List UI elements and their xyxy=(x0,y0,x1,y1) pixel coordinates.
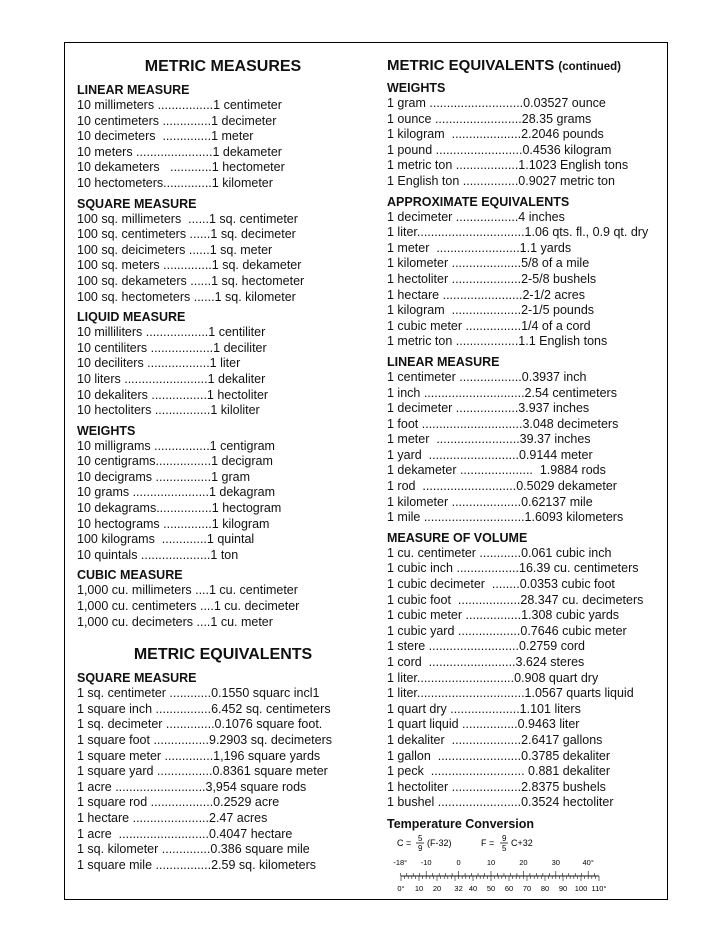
table-row: 1 inch .............................2.54 centimeters xyxy=(387,385,617,400)
table-row: 10 dekaliters ................1 hectoliter xyxy=(77,387,269,402)
table-row: 1 cubic decimeter ........0.0353 cubic foot xyxy=(387,577,615,592)
section-title-weights: WEIGHTS xyxy=(387,81,446,95)
table-row: 1 cord .........................3.624 steres xyxy=(387,655,585,669)
table-row: 10 centigrams................1 decigram xyxy=(77,454,273,469)
section-title-cubic-measure: CUBIC MEASURE xyxy=(77,568,183,583)
table-row: 1 square rod ..................0.2529 acre xyxy=(77,795,280,810)
table-row: 10 hectometers..............1 kilometer xyxy=(77,175,273,190)
table-row: 1 cu. centimeter ............0.061 cubic inch xyxy=(387,545,612,560)
table-row: 1 kilogram ....................2-1/5 pounds xyxy=(387,303,595,318)
table-row: 1 cubic yard ..................0.7646 cubic meter xyxy=(387,623,627,638)
fahrenheit-tick-label: 100 xyxy=(574,883,588,893)
metric-equivalents-continued-sections xyxy=(387,81,665,811)
celsius-tick-label: 10 xyxy=(486,857,496,867)
table-row: 100 sq. deicimeters ......1 sq. meter xyxy=(77,242,273,257)
table-row: 10 decimeters ..............1 meter xyxy=(77,129,254,144)
fahrenheit-tick-label: 10 xyxy=(414,883,424,893)
fahrenheit-tick-label: 32 xyxy=(454,883,463,893)
table-row: 1 square yard ................0.8361 square meter xyxy=(77,764,328,779)
table-row: 1 decimeter ..................3.937 inches xyxy=(387,401,590,416)
fahrenheit-tick-label: 80 xyxy=(540,883,550,893)
table-row: 10 milligrams ................1 centigram xyxy=(77,438,275,453)
fahrenheit-tick-label: 90 xyxy=(558,883,568,893)
table-row: 100 sq. millimeters ......1 sq. centimeter xyxy=(77,211,298,226)
section-title-square-measure: SQUARE MEASURE xyxy=(77,671,197,686)
fahrenheit-tick-label: 40 xyxy=(468,883,478,893)
table-row: 1 acre ..........................3,954 square rods xyxy=(77,779,307,794)
formula-c-num: 5 xyxy=(418,833,423,843)
table-row: 1 sq. kilometer ..............0.386 square mile xyxy=(77,842,310,857)
table-row: 1 meter ........................39.37 inches xyxy=(387,432,591,447)
table-row: 1 hectare .......................2-1/2 acres xyxy=(387,287,585,302)
fahrenheit-tick-label: 0° xyxy=(397,883,405,893)
celsius-tick-label: 20 xyxy=(519,857,528,867)
fahrenheit-tick-label: 60 xyxy=(504,883,514,893)
metric-equivalents-sections xyxy=(77,671,369,873)
metric-equivalents-title: METRIC EQUIVALENTS xyxy=(133,646,313,664)
table-row: 10 centimeters ..............1 decimeter xyxy=(77,113,277,128)
table-row: 1 cubic foot ..................28.347 cu. decimeters xyxy=(387,592,644,607)
section-title-linear-measure: LINEAR MEASURE xyxy=(387,354,500,369)
table-row: 1 bushel ........................0.3524 hectoliter xyxy=(387,795,614,810)
table-row: 1 cubic inch ..................16.39 cu. centimeters xyxy=(387,561,639,576)
temperature-scale xyxy=(387,856,665,896)
table-row: 100 sq. centimeters ......1 sq. decimeter xyxy=(77,227,296,242)
table-row: 1,000 cu. centimeters ....1 cu. decimeter xyxy=(77,599,300,614)
section-title-square-measure: SQUARE MEASURE xyxy=(77,196,197,211)
table-row: 1 quart liquid ................0.9463 liter xyxy=(387,717,580,732)
temperature-conversion-title: Temperature Conversion xyxy=(387,816,535,831)
table-row: 1 square inch ................6.452 sq. centimeters xyxy=(77,701,331,716)
table-row: 1 centimeter ..................0.3937 inch xyxy=(387,369,587,384)
section-title-linear-measure: LINEAR MEASURE xyxy=(77,83,190,97)
formula-graphic xyxy=(387,832,587,854)
table-row: 1 acre ..........................0.4047 hectare xyxy=(77,826,293,841)
fahrenheit-tick-label: 70 xyxy=(522,883,532,893)
table-row: 100 sq. hectometers ......1 sq. kilometer xyxy=(77,289,296,304)
table-row: 10 deciliters ..................1 liter xyxy=(77,356,241,371)
table-row: 10 dekameters ............1 hectometer xyxy=(77,160,285,175)
table-row: 10 meters ......................1 dekameter xyxy=(77,144,282,159)
table-row: 1 mile .............................1.6093 kilometers xyxy=(387,510,624,525)
fahrenheit-tick-label: 50 xyxy=(486,883,496,893)
table-row: 10 grams ......................1 dekagram xyxy=(77,485,275,500)
metric-measures-sections xyxy=(77,83,369,630)
table-row: 1 gram ...........................0.03527 ounce xyxy=(387,96,606,110)
left-column xyxy=(77,56,369,873)
table-row: 10 millimeters ................1 centimeter xyxy=(77,98,282,112)
fahrenheit-tick-label: 20 xyxy=(432,883,442,893)
celsius-tick-label: -10 xyxy=(420,857,432,867)
table-row: 1 square meter ..............1,196 square yards xyxy=(77,748,321,763)
formula-c-lhs: C = xyxy=(397,837,412,848)
table-row: 1 dekameter ..................... 1.9884 rods xyxy=(387,463,606,478)
table-row: 1 liter...............................1.06 qts. fl., 0.9 qt. dry xyxy=(387,225,649,240)
formula-c-rest: (F-32) xyxy=(427,837,452,848)
temperature-formulas xyxy=(387,832,665,854)
celsius-tick-label: 30 xyxy=(551,857,560,867)
section-title-measure-of-volume: MEASURE OF VOLUME xyxy=(387,530,528,545)
table-row: 1 yard ..........................0.9144 meter xyxy=(387,447,593,462)
table-row: 1 gallon ........................0.3785 dekaliter xyxy=(387,748,611,763)
table-row: 1 dekaliter ....................2.6417 gallons xyxy=(387,732,603,747)
table-row: 1 ounce .........................28.35 grams xyxy=(387,111,592,126)
table-row: 1 quart dry ....................1.101 liters xyxy=(387,701,581,716)
continued-title-main: METRIC EQUIVALENTS xyxy=(387,57,555,74)
table-row: 100 sq. dekameters ......1 sq. hectometer xyxy=(77,273,305,288)
table-row: 1 decimeter ..................4 inches xyxy=(387,209,565,224)
formula-f-rest: C+32 xyxy=(511,837,533,848)
table-row: 1 meter ........................1.1 yards xyxy=(387,240,572,255)
table-row: 1 hectoliter ....................2.8375 bushels xyxy=(387,779,606,794)
table-row: 1 sq. centimeter ............0.1550 squarc incl1 xyxy=(77,686,320,701)
table-row: 1 hectoliter ....................2-5/8 bushels xyxy=(387,271,597,286)
table-row: 10 milliliters ..................1 centiliter xyxy=(77,325,266,340)
table-row: 10 centiliters ..................1 deciliter xyxy=(77,340,267,355)
formula-c-den: 9 xyxy=(418,843,423,853)
table-row: 1 English ton ................0.9027 metric ton xyxy=(387,173,615,188)
page-frame xyxy=(64,42,668,900)
table-row: 100 sq. meters ..............1 sq. dekameter xyxy=(77,258,302,273)
table-row: 1 metric ton ..................1.1023 English tons xyxy=(387,158,629,173)
table-row: 1 hectare ......................2.47 acres xyxy=(77,810,268,825)
table-row: 1,000 cu. decimeters ....1 cu. meter xyxy=(77,614,273,629)
section-title-approximate-equivalents: APPROXIMATE EQUIVALENTS xyxy=(387,194,570,209)
table-row: 1 liter...............................1.0567 quarts liquid xyxy=(387,686,634,701)
temperature-scale-graphic xyxy=(387,856,607,896)
table-row: 1 foot .............................3.048 decimeters xyxy=(387,416,619,431)
table-row: 1 square foot ................9.2903 sq. decimeters xyxy=(77,733,332,747)
table-row: 10 decigrams ................1 gram xyxy=(77,469,250,484)
table-row: 1 metric ton ..................1.1 English tons xyxy=(387,334,608,349)
table-row: 10 quintals ....................1 ton xyxy=(77,547,239,562)
table-row: 1,000 cu. millimeters ....1 cu. centimeter xyxy=(77,583,298,598)
metric-equivalents-continued-title xyxy=(387,56,665,76)
table-row: 1 kilogram ....................2.2046 pounds xyxy=(387,127,604,142)
formula-f-num: 9 xyxy=(502,833,507,843)
fahrenheit-tick-label: 110° xyxy=(591,883,607,893)
formula-f-den: 5 xyxy=(502,843,507,853)
table-row: 1 cubic meter ................1.308 cubic yards xyxy=(387,608,620,623)
table-row: 10 hectograms ..............1 kilogram xyxy=(77,516,270,531)
table-row: 1 rod ...........................0.5029 dekameter xyxy=(387,479,617,494)
table-row: 1 kilometer ....................0.62137 mile xyxy=(387,494,593,509)
table-row: 10 dekagrams................1 hectogram xyxy=(77,501,282,516)
section-title-liquid-measure: LIQUID MEASURE xyxy=(77,310,186,325)
table-row: 1 pound .........................0.4536 kilogram xyxy=(387,142,612,157)
celsius-tick-label: -18° xyxy=(393,857,408,867)
right-column xyxy=(387,56,665,896)
table-row: 1 kilometer ....................5/8 of a mile xyxy=(387,256,590,271)
table-row: 10 liters ........................1 dekaliter xyxy=(77,371,266,386)
table-row: 10 hectoliters ................1 kiloliter xyxy=(77,403,260,418)
celsius-tick-label: 40° xyxy=(582,857,594,867)
table-row: 1 liter............................0.908 quart dry xyxy=(387,670,599,685)
table-row: 1 sq. decimeter ..............0.1076 square foot. xyxy=(77,717,323,732)
table-row: 1 stere ..........................0.2759 cord xyxy=(387,639,586,654)
table-row: 1 square mile ................2.59 sq. kilometers xyxy=(77,857,316,872)
table-row: 1 peck ........................... 0.881 dekaliter xyxy=(387,764,611,779)
table-row: 100 kilograms .............1 quintal xyxy=(77,532,255,547)
table-row: 1 cubic meter ................1/4 of a cord xyxy=(387,318,591,333)
metric-measures-title: METRIC MEASURES xyxy=(144,58,302,75)
continued-title-suffix: (continued) xyxy=(558,61,622,73)
celsius-tick-label: 0 xyxy=(456,857,461,867)
section-title-weights: WEIGHTS xyxy=(77,423,136,438)
formula-f-lhs: F = xyxy=(481,837,495,848)
